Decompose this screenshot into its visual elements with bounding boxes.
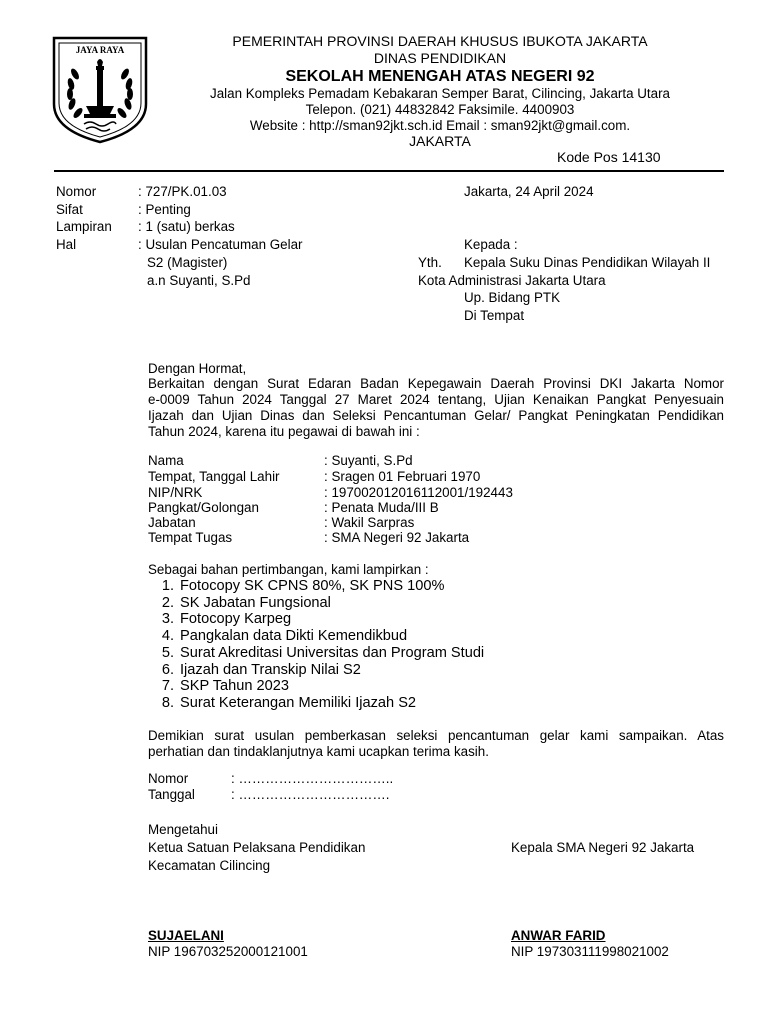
greeting: Dengan Hormat, [148, 361, 247, 376]
meta-label-hal: Hal [56, 237, 77, 252]
recipient-line4: Di Tempat [464, 308, 525, 323]
register-nomor-value: : …………………………….. [231, 771, 394, 786]
header-city: JAKARTA [409, 133, 471, 149]
employee-label: Pangkat/Golongan [148, 500, 259, 515]
meta-label-sifat: Sifat [56, 202, 83, 217]
list-item: 7. SKP Tahun 2023 [161, 678, 290, 695]
closing-line: perhatian dan tindaklanjutnya kami ucapkan terima kasih. [148, 744, 489, 759]
closing-line: Demikian surat usulan pemberkasan seleksi pencantuman gelar kami sampaikan. Atas [148, 728, 724, 743]
recipient-line3: Up. Bidang PTK [464, 290, 561, 305]
employee-value: : SMA Negeri 92 Jakarta [324, 530, 470, 545]
list-item: 5. Surat Akreditasi Universitas dan Program Studi [161, 644, 485, 661]
employee-label: NIP/NRK [148, 485, 203, 500]
mengetahui-label: Mengetahui [148, 822, 218, 837]
paragraph-line: Berkaitan dengan Surat Edaran Badan Kepegawain Daerah Provinsi DKI Jakarta Nomor [148, 376, 724, 391]
header-government: PEMERINTAH PROVINSI DAERAH KHUSUS IBUKOTA JAKARTA [232, 33, 648, 49]
letter-date: Jakarta, 24 April 2024 [464, 184, 594, 199]
header-postcode: Kode Pos 14130 [557, 149, 661, 165]
paragraph-line: e-0009 Tahun 2024 Tanggal 27 Maret 2024 tentang, Ujian Kenaikan Pangkat Penyesuain [148, 392, 724, 407]
list-item: 8. Surat Keterangan Memiliki Ijazah S2 [161, 694, 417, 711]
recipient-line2: Kota Administrasi Jakarta Utara [418, 273, 606, 288]
left-signatory-nip: NIP 196703252000121001 [148, 944, 308, 959]
jaya-raya-emblem [50, 34, 150, 146]
register-nomor-label: Nomor [148, 771, 189, 786]
emblem-text: JAYA RAYA [75, 45, 125, 55]
attachments-intro: Sebagai bahan pertimbangan, kami lampirkan : [148, 562, 429, 577]
recipient-yth: Yth. [418, 255, 442, 270]
left-signatory-name: SUJAELANI [148, 928, 224, 943]
employee-label: Tempat, Tanggal Lahir [148, 469, 280, 484]
meta-hal-line2: S2 (Magister) [147, 255, 228, 270]
employee-value: : Suyanti, S.Pd [324, 453, 413, 468]
employee-value: : 197002012016112001/192443 [324, 485, 513, 500]
meta-value-lampiran: : 1 (satu) berkas [138, 219, 235, 234]
left-signatory-title: Ketua Satuan Pelaksana Pendidikan [148, 840, 366, 855]
header-address: Jalan Kompleks Pemadam Kebakaran Semper Barat, Cilincing, Jakarta Utara [210, 86, 670, 101]
header-department: DINAS PENDIDIKAN [373, 50, 507, 66]
right-signatory-nip: NIP 197303111998021002 [511, 944, 669, 959]
paragraph-line: Tahun 2024, karena itu pegawai di bawah ini : [148, 424, 420, 439]
header-phone: Telepon. (021) 44832842 Faksimile. 4400903 [305, 102, 575, 117]
right-signatory-name: ANWAR FARID [511, 928, 606, 943]
employee-value: : Sragen 01 Februari 1970 [324, 469, 481, 484]
employee-label: Tempat Tugas [148, 530, 233, 545]
paragraph-line: Ijazah dan Ujian Dinas dan Seleksi Pencantuman Gelar/ Pangkat Peningkatan Pendidikan [148, 408, 724, 423]
employee-label: Nama [148, 453, 184, 468]
header-website: Website : http://sman92jkt.sch.id Email : sman92jkt@gmail.com. [249, 118, 631, 133]
meta-label-lampiran: Lampiran [56, 219, 112, 234]
register-tanggal-label: Tanggal [148, 787, 195, 802]
list-item: 2. SK Jabatan Fungsional [161, 594, 331, 611]
recipient-line1: Kepala Suku Dinas Pendidikan Wilayah II [464, 255, 711, 270]
meta-value-hal: : Usulan Pencatuman Gelar [138, 237, 303, 252]
recipient-kepada: Kepada : [464, 237, 518, 252]
meta-value-nomor: : 727/PK.01.03 [138, 184, 227, 199]
register-tanggal-value: : ……………………………. [231, 787, 390, 802]
attachments-list [150, 578, 484, 712]
list-item: 1. Fotocopy SK CPNS 80%, SK PNS 100% [161, 578, 445, 594]
employee-label: Jabatan [148, 515, 196, 530]
header-divider [54, 170, 724, 172]
list-item: 3. Fotocopy Karpeg [161, 611, 292, 628]
employee-value: : Wakil Sarpras [324, 515, 415, 530]
meta-hal-line3: a.n Suyanti, S.Pd [147, 273, 251, 288]
employee-value: : Penata Muda/III B [324, 500, 439, 515]
left-signatory-title-2: Kecamatan Cilincing [148, 858, 271, 873]
meta-label-nomor: Nomor [56, 184, 97, 199]
list-item: 6. Ijazah dan Transkip Nilai S2 [161, 661, 361, 678]
right-signatory-title: Kepala SMA Negeri 92 Jakarta [511, 840, 695, 855]
list-item: 4. Pangkalan data Dikti Kemendikbud [161, 628, 408, 645]
header-school-name: SEKOLAH MENENGAH ATAS NEGERI 92 [285, 68, 595, 85]
meta-value-sifat: : Penting [138, 202, 191, 217]
